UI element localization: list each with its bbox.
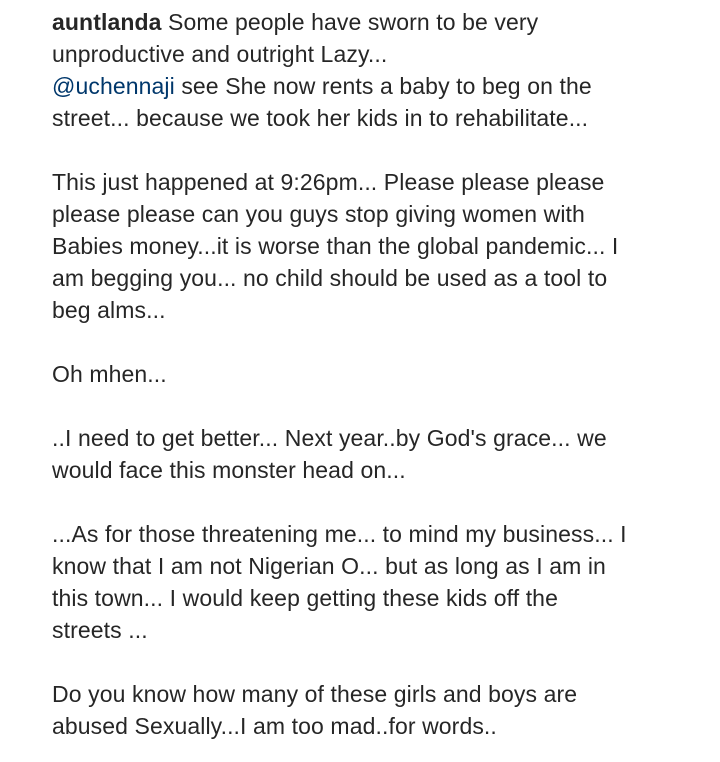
caption-line: abused Sexually...I am too mad..for words.. xyxy=(52,713,497,739)
caption-line: Do you know how many of these girls and boys are xyxy=(52,681,578,707)
paragraph-gap xyxy=(52,486,692,518)
caption-line: am begging you... no child should be used as a tool to xyxy=(52,265,608,291)
caption-line: street... because we took her kids in to rehabilitate... xyxy=(52,105,589,131)
post-caption xyxy=(52,6,692,742)
caption-line: ..I need to get better... Next year..by God's grace... we xyxy=(52,425,607,451)
caption-text: see She now rents a baby to beg on the xyxy=(174,73,592,99)
caption-line: This just happened at 9:26pm... Please please please xyxy=(52,169,605,195)
caption-line: please please can you guys stop giving women with xyxy=(52,201,585,227)
caption-line: ...As for those threatening me... to mind my business... I xyxy=(52,521,627,547)
paragraph-gap xyxy=(52,134,692,166)
caption-line: know that I am not Nigerian O... but as long as I am in xyxy=(52,553,606,579)
mention-link[interactable]: @uchennaji xyxy=(52,73,175,99)
caption-text: Some people have sworn to be very xyxy=(161,9,539,35)
caption-line: would face this monster head on... xyxy=(52,457,406,483)
paragraph-gap xyxy=(52,646,692,678)
caption-line: streets ... xyxy=(52,617,148,643)
username-link[interactable]: auntlanda xyxy=(52,9,162,35)
caption-line xyxy=(52,70,692,102)
caption-line: this town... I would keep getting these kids off the xyxy=(52,585,558,611)
caption-line xyxy=(52,6,692,38)
paragraph-gap xyxy=(52,390,692,422)
caption-line: unproductive and outright Lazy... xyxy=(52,41,388,67)
caption-line: Babies money...it is worse than the global pandemic... I xyxy=(52,233,619,259)
caption-line: Oh mhen... xyxy=(52,361,167,387)
caption-line: beg alms... xyxy=(52,297,166,323)
paragraph-gap xyxy=(52,326,692,358)
